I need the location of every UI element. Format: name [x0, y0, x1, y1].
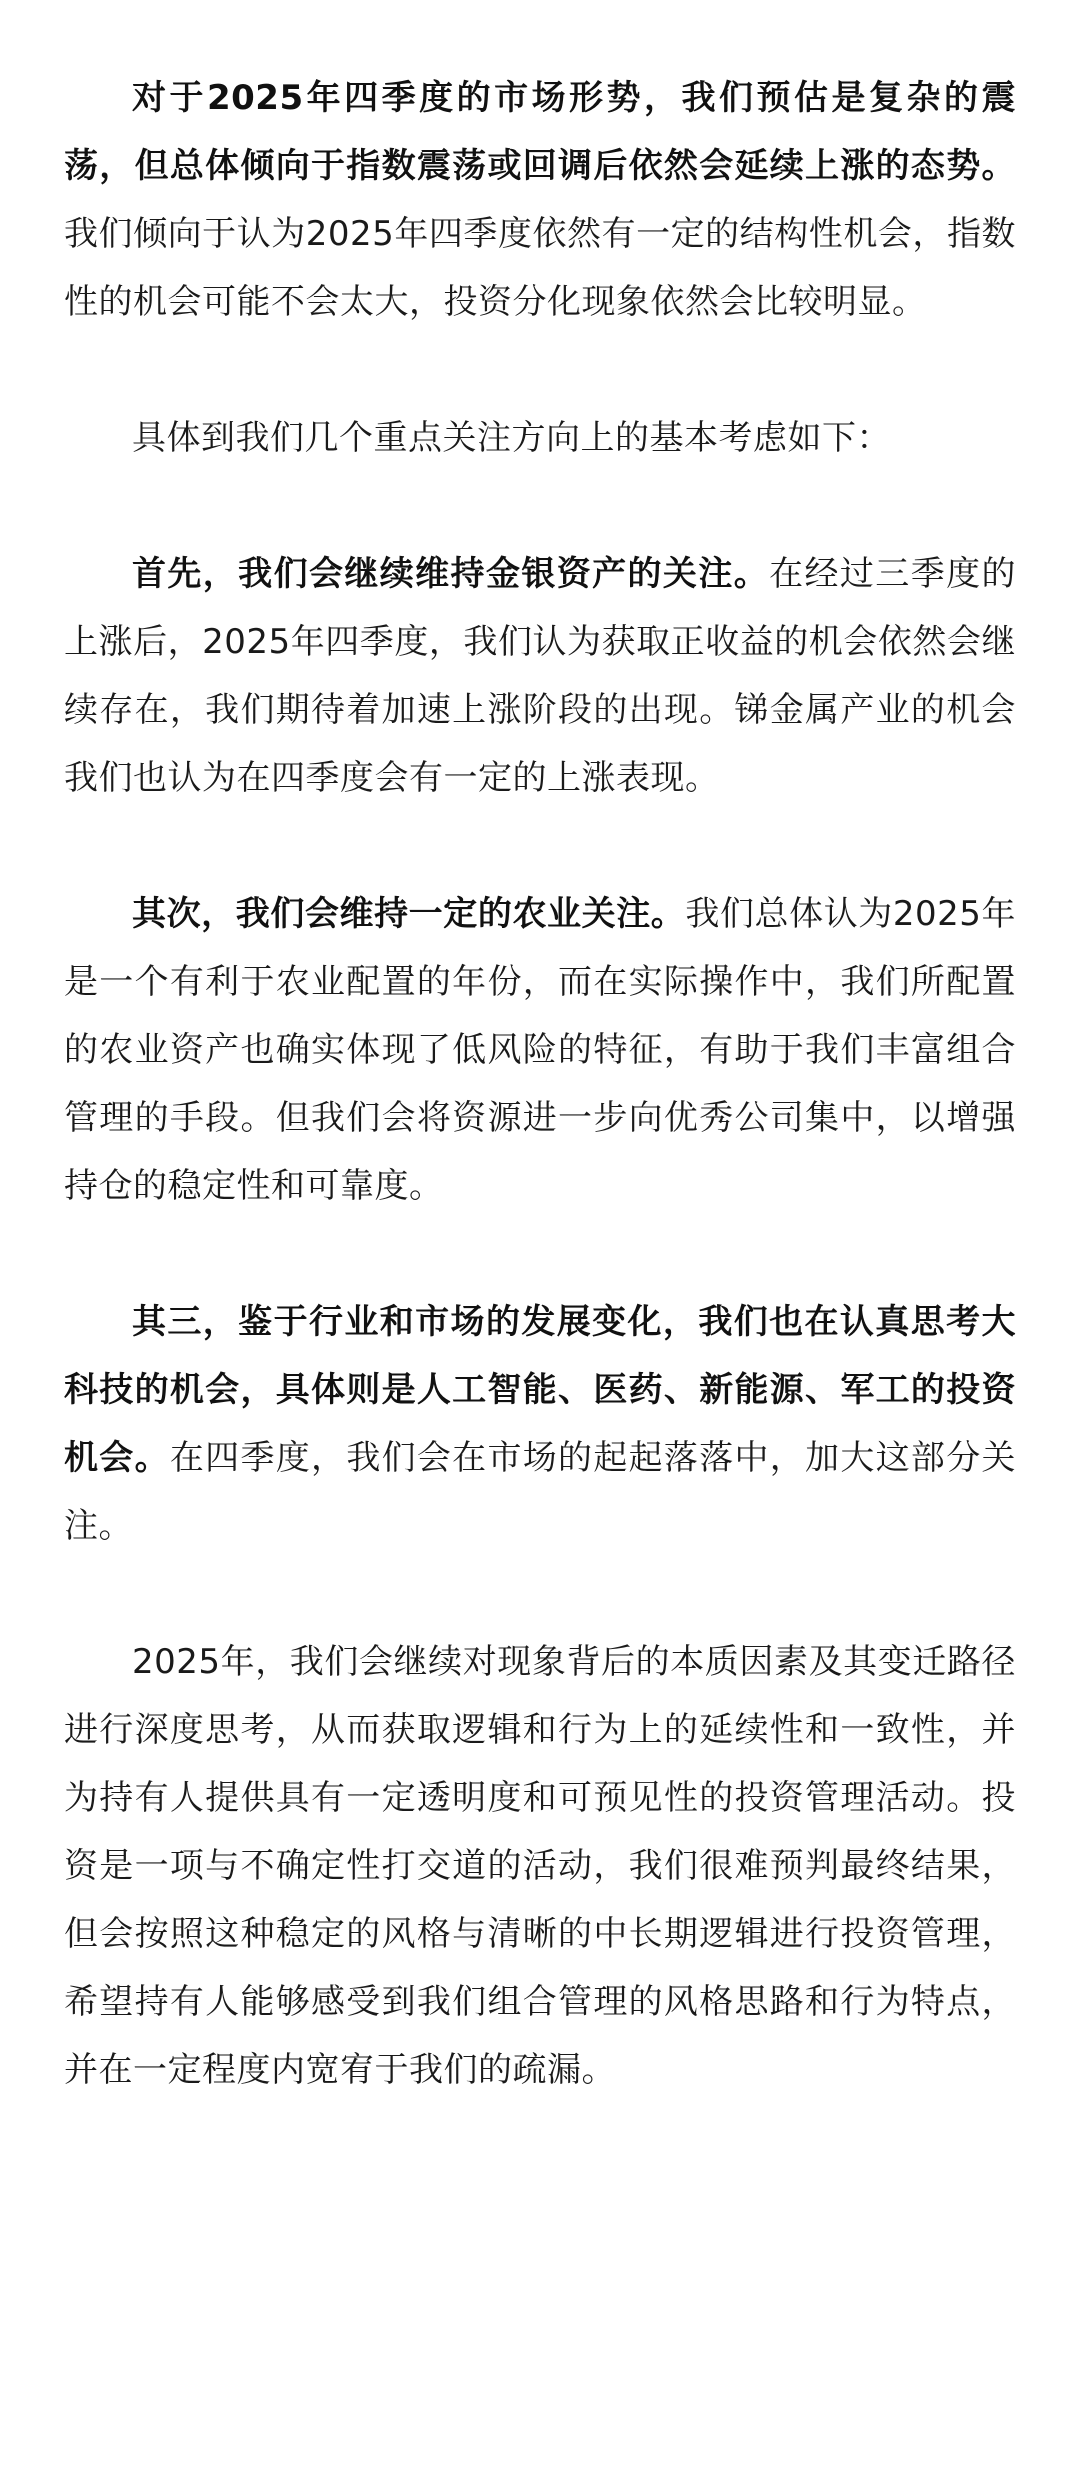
paragraph-market-outlook — [64, 64, 1016, 336]
gold-silver-heading: 首先，我们会继续维持金银资产的关注。 — [132, 554, 770, 594]
article-body — [64, 64, 1016, 2104]
focus-intro-text: 具体到我们几个重点关注方向上的基本考虑如下： — [132, 418, 891, 458]
technology-text: 在四季度，我们会在市场的起起落落中，加大这部分关注。 — [64, 1438, 1017, 1546]
closing-text: 2025年，我们会继续对现象背后的本质因素及其变迁路径进行深度思考，从而获取逻辑和行为上的延续性和一致性，并为持有人提供具有一定透明度和可预见性的投资管理活动。投资是一项与不确定性打交道的活动，我们很难预判最终结果，但会按照这种稳定的风格与清晰的中长期逻辑进行投资管理，希望持有人能够感受到我们组合管理的风格思路和行为特点，并在一定程度内宽宥于我们的疏漏。 — [64, 1642, 1016, 2090]
agriculture-heading: 其次，我们会维持一定的农业关注。 — [132, 894, 686, 934]
technology-heading: 其三，鉴于行业和市场的发展变化，我们也在认真思考大科技的机会，具体则是人工智能、医药、新能源、军工的投资机会。 — [64, 1302, 1016, 1478]
market-outlook-text: 我们倾向于认为2025年四季度依然有一定的结构性机会，指数性的机会可能不会太大，投资分化现象依然会比较明显。 — [64, 214, 1016, 322]
paragraph-gold-silver — [64, 540, 1016, 812]
gold-silver-text: 在经过三季度的上涨后，2025年四季度，我们认为获取正收益的机会依然会继续存在，我们期待着加速上涨阶段的出现。锑金属产业的机会我们也认为在四季度会有一定的上涨表现。 — [64, 554, 1016, 798]
paragraph-focus-intro — [64, 404, 1016, 472]
agriculture-text: 我们总体认为2025年是一个有利于农业配置的年份，而在实际操作中，我们所配置的农业资产也确实体现了低风险的特征，有助于我们丰富组合管理的手段。但我们会将资源进一步向优秀公司集中，以增强持仓的稳定性和可靠度。 — [64, 894, 1017, 1206]
market-outlook-heading: 对于2025年四季度的市场形势，我们预估是复杂的震荡，但总体倾向于指数震荡或回调后依然会延续上涨的态势。 — [64, 78, 1016, 186]
paragraph-technology — [64, 1288, 1016, 1560]
paragraph-closing — [64, 1628, 1016, 2104]
paragraph-agriculture — [64, 880, 1016, 1220]
